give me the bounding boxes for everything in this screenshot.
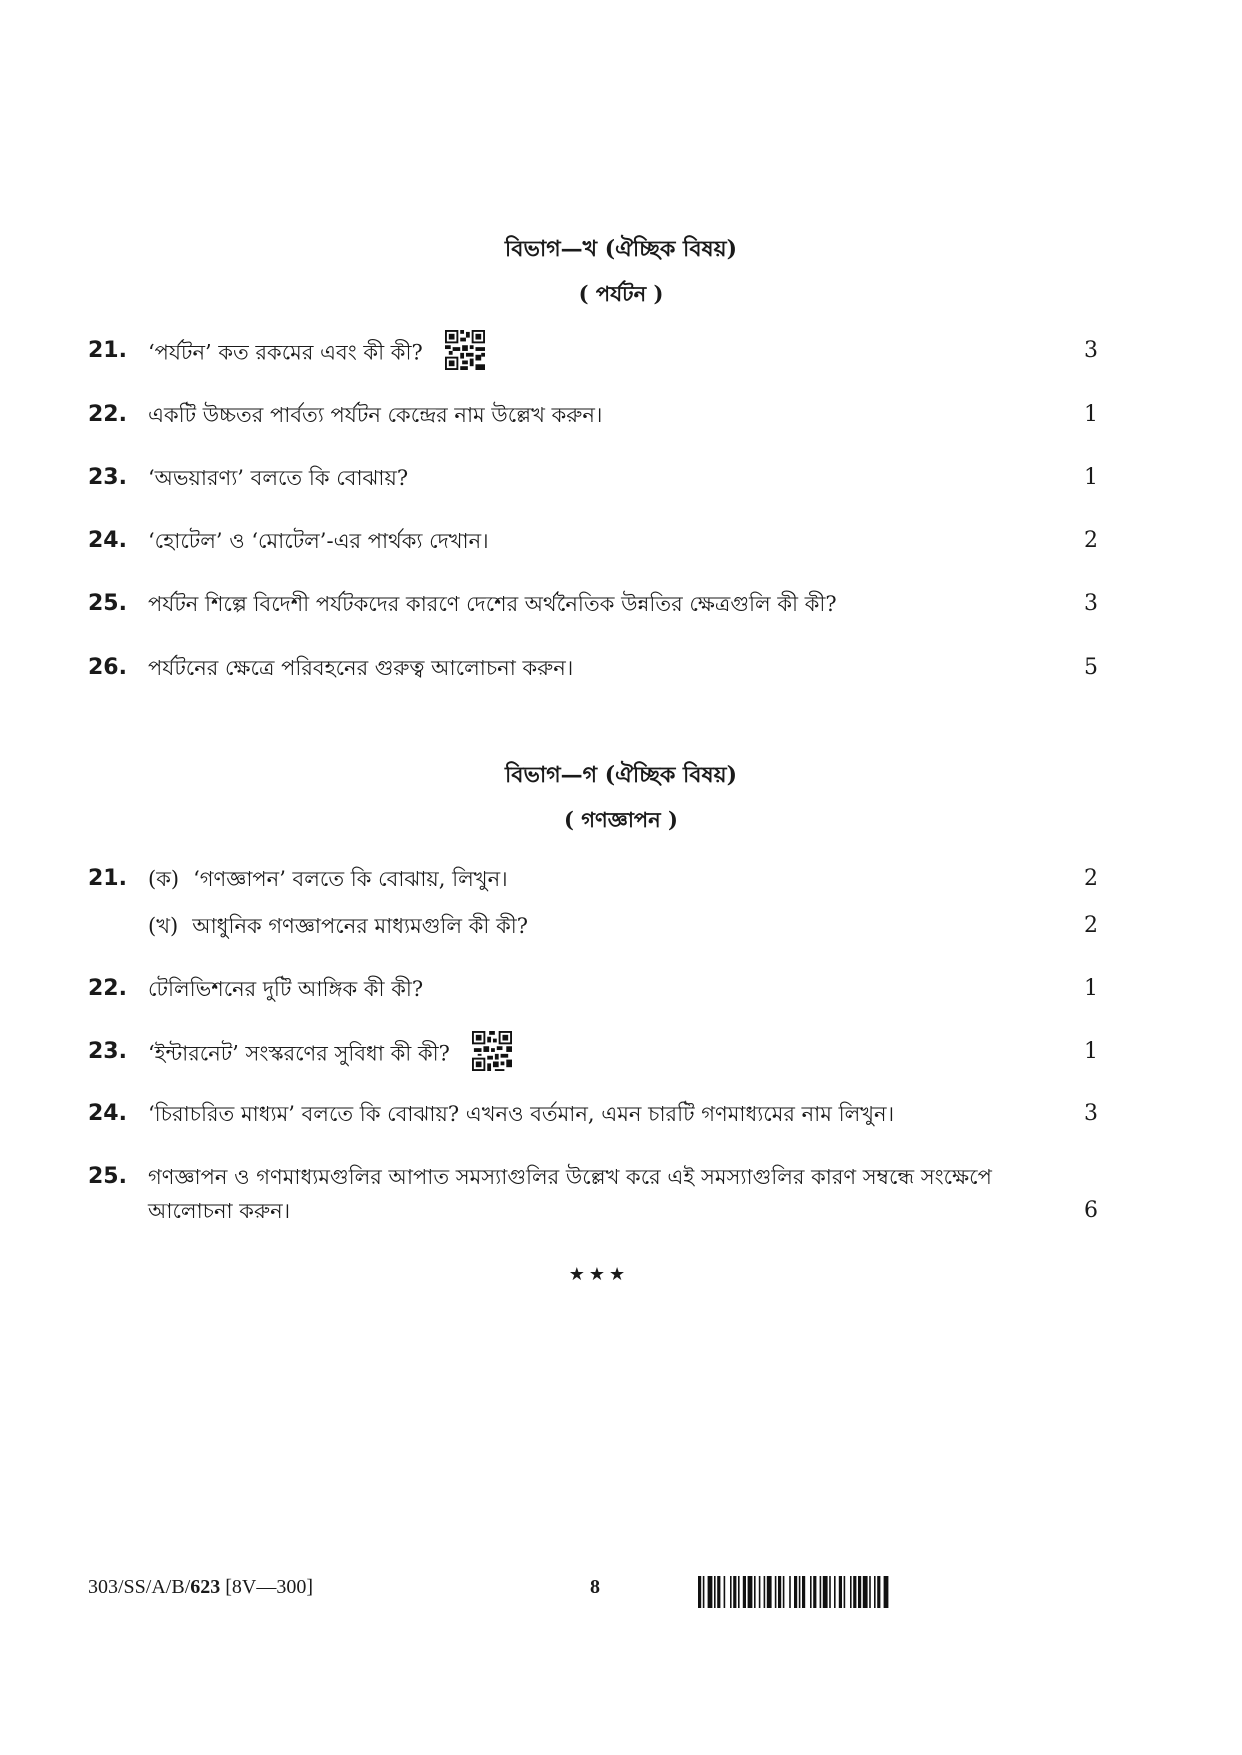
question-marks: 1 [1084, 976, 1098, 1001]
question-marks: 2 [1084, 866, 1098, 891]
question-number: 21. [88, 338, 127, 363]
question-marks: 3 [1084, 1101, 1098, 1126]
question-marks: 1 [1084, 1039, 1098, 1064]
barcode-icon [698, 1576, 998, 1608]
question-number: 21. [88, 866, 127, 891]
question-marks: 1 [1084, 465, 1098, 490]
question-number: 22. [88, 402, 127, 427]
question-marks: 5 [1084, 655, 1098, 680]
question-marks: 3 [1084, 338, 1098, 363]
qr-code-icon [445, 330, 485, 370]
question-text: ‘অভয়ারণ্য’ বলতে কি বোঝায়? [148, 466, 409, 490]
question-text: পর্যটন শিল্পে বিদেশী পর্যটকদের কারণে দেশের অর্থনৈতিক উন্নতির ক্ষেত্রগুলি কী কী? [148, 592, 837, 616]
paper-code-number: 623 [190, 1576, 221, 1598]
section-c-subtitle: ( গণজ্ঞাপন ) [564, 807, 678, 832]
paper-code-prefix: 303/SS/A/B/ [88, 1576, 191, 1598]
section-b-title: বিভাগ—খ (ঐচ্ছিক বিষয়) [504, 236, 738, 262]
question-number: 25. [88, 591, 127, 616]
question-marks: 6 [1084, 1198, 1098, 1223]
question-marks: 2 [1084, 528, 1098, 553]
question-text: ‘হোটেল’ ও ‘মোটেল’-এর পার্থক্য দেখান। [148, 529, 489, 553]
paper-code-suffix: [8V—300] [220, 1576, 314, 1598]
question-text: আধুনিক গণজ্ঞাপনের মাধ্যমগুলি কী কী? [192, 914, 529, 938]
question-text: ‘পর্যটন’ কত রকমের এবং কী কী? [148, 340, 423, 365]
question-number: 23. [88, 1039, 127, 1064]
question-marks: 3 [1084, 591, 1098, 616]
question-text: ‘ইন্টারনেট’ সংস্করণের সুবিধা কী কী? [148, 1041, 450, 1066]
qr-code-icon [472, 1031, 512, 1071]
question-text: টেলিভিশনের দুটি আঙ্গিক কী কী? [148, 977, 424, 1001]
question-number: 24. [88, 528, 127, 553]
question-marks: 2 [1084, 913, 1098, 938]
question-text: গণজ্ঞাপন ও গণমাধ্যমগুলির আপাত সমস্যাগুলির উল্লেখ করে এই সমস্যাগুলির কারণ সম্বন্ধে সংক্ষেপে আলোচনা করুন। [148, 1165, 992, 1223]
question-text: ‘চিরাচরিত মাধ্যম’ বলতে কি বোঝায়? এখনও বর্তমান, এমন চারটি গণমাধ্যমের নাম লিখুন। [148, 1102, 895, 1126]
question-number: 23. [88, 465, 127, 490]
question-number: 24. [88, 1101, 127, 1126]
question-number: 22. [88, 976, 127, 1001]
page-number: 8 [590, 1576, 600, 1598]
subquestion-label: (ক) [148, 867, 180, 891]
question-text: পর্যটনের ক্ষেত্রে পরিবহনের গুরুত্ব আলোচনা করুন। [148, 656, 574, 680]
question-number: 26. [88, 655, 127, 680]
question-text: ‘গণজ্ঞাপন’ বলতে কি বোঝায়, লিখুন। [193, 867, 508, 891]
section-b-subtitle: ( পর্যটন ) [578, 281, 664, 306]
subquestion-label: (খ) [148, 914, 179, 938]
question-number: 25. [88, 1164, 127, 1189]
question-marks: 1 [1084, 402, 1098, 427]
question-text: একটি উচ্চতর পার্বত্য পর্যটন কেন্দ্রের নাম উল্লেখ করুন। [148, 403, 603, 427]
section-c-title: বিভাগ—গ (ঐচ্ছিক বিষয়) [504, 762, 738, 788]
end-marker: ★★★ [568, 1264, 630, 1285]
